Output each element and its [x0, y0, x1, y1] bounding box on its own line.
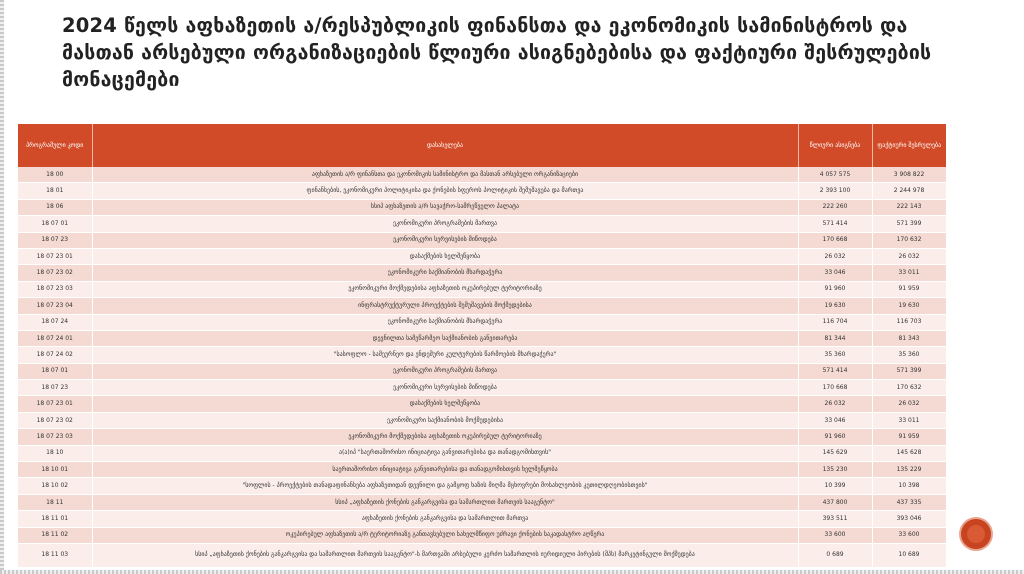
row-actual: 393 046	[872, 511, 946, 527]
row-name: სსიპ აფხაზეთის ა/რ სავაჭრო-სამრეწველო პალატა	[92, 199, 798, 215]
row-name: ფინანსების, ეკონომიკური პოლიტიკისა და ქონების სფეროს პოლიტიკის შემუშავება და მართვა	[92, 183, 798, 199]
row-actual: 116 703	[872, 314, 946, 330]
table-row	[18, 380, 946, 396]
row-name: ეკონომიკური სერვისების მიწოდება	[92, 232, 798, 248]
row-name: ოკუპირებულ აფხაზეთის ა/რ ტერიტორიაზე განთავსებული სახელმწიფო უძრავი ქონების საკადასტრო აღწერა	[92, 527, 798, 543]
table-row	[18, 199, 946, 215]
table-row	[18, 281, 946, 297]
row-annual: 571 414	[798, 216, 872, 232]
row-code: 18 07 23 03	[18, 429, 92, 445]
row-annual: 222 260	[798, 199, 872, 215]
table-row	[18, 511, 946, 527]
row-actual: 81 343	[872, 330, 946, 346]
table-row	[18, 330, 946, 346]
row-name: დასაქმების ხელშეწყობა	[92, 396, 798, 412]
row-code: 18 10 02	[18, 478, 92, 494]
row-name: ეკონომიკური საქმიანობის მოქმედებისა	[92, 412, 798, 428]
row-actual: 2 244 978	[872, 183, 946, 199]
row-code: 18 07 23 03	[18, 281, 92, 297]
row-code: 18 11 01	[18, 511, 92, 527]
row-actual: 19 630	[872, 298, 946, 314]
row-name: საერთაშორისო ინიციატივა განვითარებისა და თანადგომისთვის ხელშეწყობა	[92, 462, 798, 478]
row-name: სსიპ „აფხაზეთის ქონების განკარგვისა და სამართლით მართვის სააგენტო"-ს მართვაში არსებული კერძო სამართლის იურიდიული პირების (შპს) მარკეტინგული მოქმედება	[92, 543, 798, 567]
table-row	[18, 494, 946, 510]
row-code: 18 07 23 01	[18, 396, 92, 412]
row-annual: 170 668	[798, 232, 872, 248]
row-name: აფხაზეთის ქონების განკარგვისა და სამართლით მართვა	[92, 511, 798, 527]
row-annual: 26 032	[798, 396, 872, 412]
left-decorative-stripe	[0, 0, 4, 574]
header-code: პროგრამული კოდი	[18, 124, 92, 167]
table-row	[18, 216, 946, 232]
row-annual: 2 393 100	[798, 183, 872, 199]
appropriations-table	[18, 124, 947, 568]
row-code: 18 07 23 02	[18, 412, 92, 428]
row-actual: 571 399	[872, 216, 946, 232]
row-code: 18 07 23	[18, 380, 92, 396]
row-code: 18 07 24 01	[18, 330, 92, 346]
row-code: 18 07 23	[18, 232, 92, 248]
row-actual: 33 011	[872, 265, 946, 281]
table-row	[18, 167, 946, 183]
table-row	[18, 183, 946, 199]
row-code: 18 00	[18, 167, 92, 183]
row-code: 18 07 01	[18, 363, 92, 379]
row-annual: 81 344	[798, 330, 872, 346]
row-annual: 0 689	[798, 543, 872, 567]
row-annual: 91 960	[798, 429, 872, 445]
row-name: დასაქმების ხელშეწყობა	[92, 248, 798, 264]
table-row	[18, 543, 946, 567]
row-actual: 170 632	[872, 380, 946, 396]
row-actual: 3 908 822	[872, 167, 946, 183]
row-annual: 4 057 575	[798, 167, 872, 183]
row-annual: 145 629	[798, 445, 872, 461]
row-actual: 35 360	[872, 347, 946, 363]
row-code: 18 10 01	[18, 462, 92, 478]
row-annual: 135 230	[798, 462, 872, 478]
nav-button-inner-icon	[967, 525, 985, 543]
table-body	[18, 167, 946, 567]
row-name: ეკონომიკური სერვისების მიწოდება	[92, 380, 798, 396]
header-row	[18, 124, 946, 167]
table-row	[18, 314, 946, 330]
row-code: 18 06	[18, 199, 92, 215]
table-header	[18, 124, 946, 167]
row-name: ეკონომიკური საქმიანობის მხარდაჭერა	[92, 314, 798, 330]
row-annual: 393 511	[798, 511, 872, 527]
row-code: 18 11	[18, 494, 92, 510]
row-annual: 437 800	[798, 494, 872, 510]
row-actual: 145 628	[872, 445, 946, 461]
row-name: დევნილთა სამეწარმეო საქმიანობის განვითარება	[92, 330, 798, 346]
row-code: 18 07 24 02	[18, 347, 92, 363]
row-actual: 91 959	[872, 429, 946, 445]
row-actual: 222 143	[872, 199, 946, 215]
row-name: ეკონომიკური პროგრამების მართვა	[92, 363, 798, 379]
table-row	[18, 363, 946, 379]
row-annual: 26 032	[798, 248, 872, 264]
row-name: ინფრასტრუქტურული პროექტების შემუშავების მოქმედებისა	[92, 298, 798, 314]
row-annual: 170 668	[798, 380, 872, 396]
row-code: 18 07 23 02	[18, 265, 92, 281]
table-row	[18, 429, 946, 445]
row-actual: 571 399	[872, 363, 946, 379]
row-annual: 10 399	[798, 478, 872, 494]
row-code: 18 10	[18, 445, 92, 461]
row-annual: 33 046	[798, 412, 872, 428]
row-name: "სასოფლო - სამეურნეო და ენდემური კულტურების წარმოების მხარდაჭერა"	[92, 347, 798, 363]
row-actual: 10 398	[872, 478, 946, 494]
row-code: 18 07 23 04	[18, 298, 92, 314]
header-annual-appropriation: წლიური ასიგნება	[798, 124, 872, 167]
table-row	[18, 478, 946, 494]
row-annual: 116 704	[798, 314, 872, 330]
row-name: ა(ა)იპ "საერთაშორისო ინიციატივა განვითარებისა და თანადგომისთვის"	[92, 445, 798, 461]
table-row	[18, 527, 946, 543]
row-actual: 33 600	[872, 527, 946, 543]
row-code: 18 07 24	[18, 314, 92, 330]
row-annual: 571 414	[798, 363, 872, 379]
row-code: 18 07 23 01	[18, 248, 92, 264]
row-name: ეკონომიკური საქმიანობის მხარდაჭერა	[92, 265, 798, 281]
slide-nav-button[interactable]	[961, 519, 991, 549]
table-row	[18, 347, 946, 363]
data-table-container	[18, 124, 946, 568]
row-actual: 91 959	[872, 281, 946, 297]
row-actual: 10 689	[872, 543, 946, 567]
row-code: 18 01	[18, 183, 92, 199]
header-name: დასახელება	[92, 124, 798, 167]
row-name: ეკონომიკური მოქმედებისა აფხაზეთის ოკუპირებულ ტერიტორიაზე	[92, 281, 798, 297]
table-row	[18, 412, 946, 428]
row-name: ეკონომიკური მოქმედებისა აფხაზეთის ოკუპირებულ ტერიტორიაზე	[92, 429, 798, 445]
row-actual: 33 011	[872, 412, 946, 428]
row-name: აფხაზეთის ა/რ ფინანსთა და ეკონომიკის სამინისტრო და მასთან არსებული ორგანიზაციები	[92, 167, 798, 183]
row-annual: 35 360	[798, 347, 872, 363]
table-row	[18, 248, 946, 264]
row-code: 18 11 03	[18, 543, 92, 567]
row-annual: 33 600	[798, 527, 872, 543]
row-actual: 135 229	[872, 462, 946, 478]
row-actual: 26 032	[872, 248, 946, 264]
row-name: ეკონომიკური პროგრამების მართვა	[92, 216, 798, 232]
table-row	[18, 462, 946, 478]
row-actual: 26 032	[872, 396, 946, 412]
row-annual: 91 960	[798, 281, 872, 297]
row-actual: 437 335	[872, 494, 946, 510]
row-name: "სოფლის - პროექტების თანადაფინანსება აფხაზეთიდან დევნილი და გამყოფ ხაზის მიღმა მცხოვრები მოსახლეობის კეთილდღეობისთვის"	[92, 478, 798, 494]
row-annual: 33 046	[798, 265, 872, 281]
slide-title: 2024 წელს აფხაზეთის ა/რესპუბლიკის ფინანსთა და ეკონომიკის სამინისტროს და მასთან არსებული ორგანიზაციების წლიური ასიგნებებისა და ფაქტიური შესრულების მონაცემები	[62, 14, 932, 91]
table-row	[18, 298, 946, 314]
table-row	[18, 232, 946, 248]
table-row	[18, 396, 946, 412]
table-row	[18, 445, 946, 461]
bottom-decorative-stripe	[0, 570, 1024, 574]
header-actual-execution: ფაქტიური შესრულება	[872, 124, 946, 167]
row-code: 18 07 01	[18, 216, 92, 232]
row-actual: 170 632	[872, 232, 946, 248]
table-row	[18, 265, 946, 281]
row-code: 18 11 02	[18, 527, 92, 543]
row-annual: 19 630	[798, 298, 872, 314]
row-name: სსიპ „აფხაზეთის ქონების განკარგვისა და სამართლით მართვის სააგენტო"	[92, 494, 798, 510]
